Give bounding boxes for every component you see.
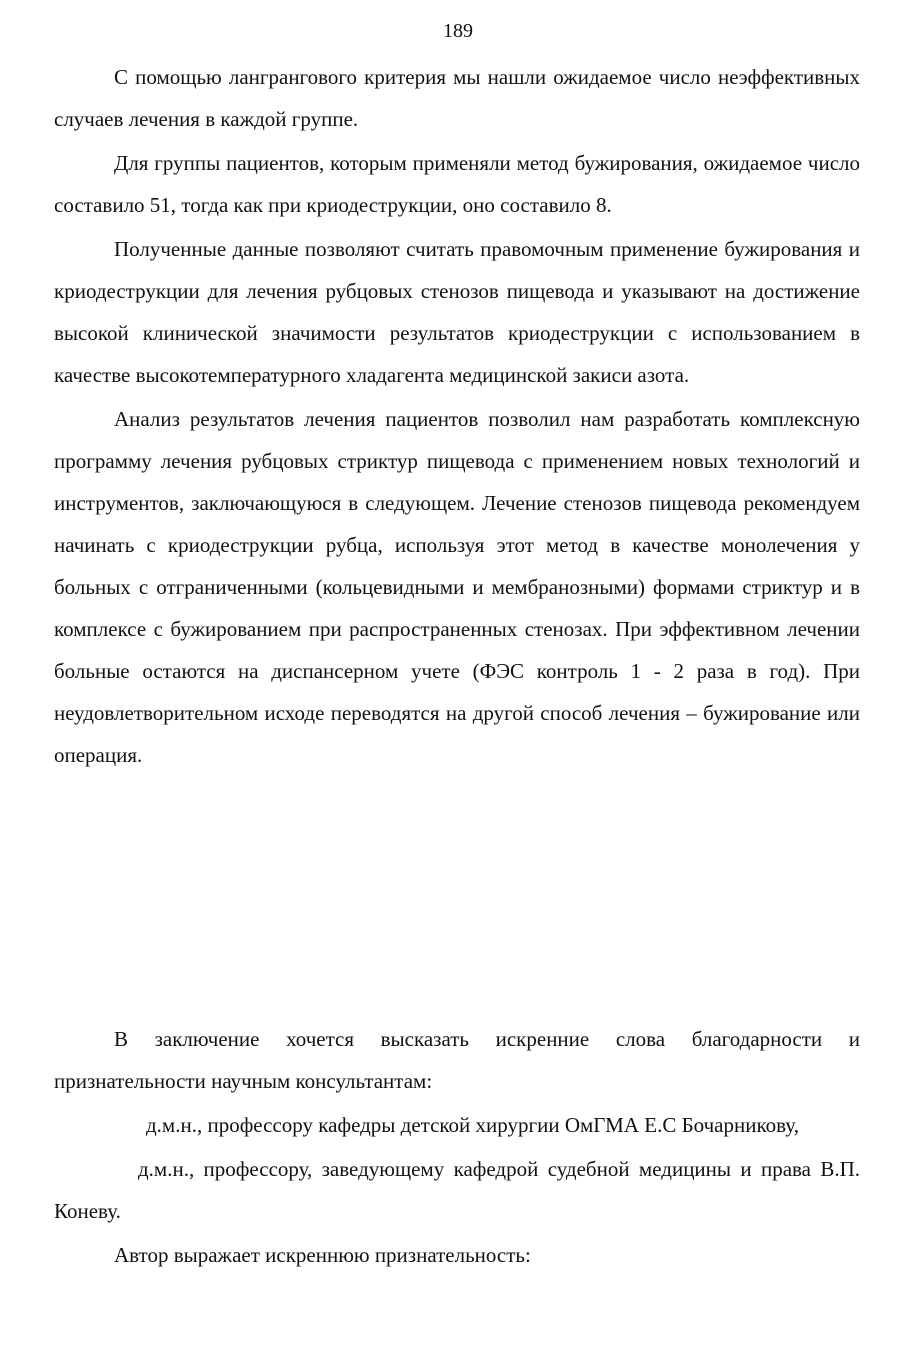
acknowledgements [54, 1018, 860, 1276]
paragraph-expected-number: Для группы пациентов, которым применяли метод бужирования, ожидаемое число составило 51, тогда как при криодеструкции, оно составило 8. [54, 151, 860, 217]
paragraph-treatment-program: Анализ результатов лечения пациентов позволил нам разработать комплексную программу лечения рубцовых стриктур пищевода с применением новых технологий и инструментов, заключающуюся в следующем. Лечение стенозов пищевода рекомендуем начинать с криодеструкции рубца, используя этот метод в качестве монолечения у больных с отграниченными (кольцевидными и мембранозными) формами стриктур и в комплексе с бужированием при распространенных стенозах. При эффективном лечении больные остаются на диспансерном учете (ФЭС контроль 1 - 2 раза в год). При неудовлетворительном исходе переводятся на другой способ лечения – бужирование или операция. [54, 407, 860, 767]
paragraph-consultant-1: д.м.н., профессору кафедры детской хирургии ОмГМА Е.С Бочарникову, [146, 1113, 799, 1137]
paragraph-data-conclusion: Полученные данные позволяют считать правомочным применение бужирования и криодеструкции для лечения рубцовых стенозов пищевода и указывают на достижение высокой клинической значимости результатов криодеструкции с использованием в качестве высокотемпературного хладагента медицинской закиси азота. [54, 237, 860, 387]
paragraph-consultant-2: д.м.н., профессору, заведующему кафедрой судебной медицины и права В.П. Коневу. [54, 1157, 860, 1223]
paragraph-author-thanks: Автор выражает искреннюю признательность: [114, 1243, 531, 1267]
paragraph-gratitude: В заключение хочется высказать искренние слова благодарности и признательности научным консультантам: [54, 1027, 860, 1093]
main-text [54, 56, 860, 776]
page-number: 189 [443, 20, 473, 42]
paragraph-lagrange-criterion: С помощью лангрангового критерия мы нашли ожидаемое число неэффективных случаев лечения в каждой группе. [54, 65, 860, 131]
